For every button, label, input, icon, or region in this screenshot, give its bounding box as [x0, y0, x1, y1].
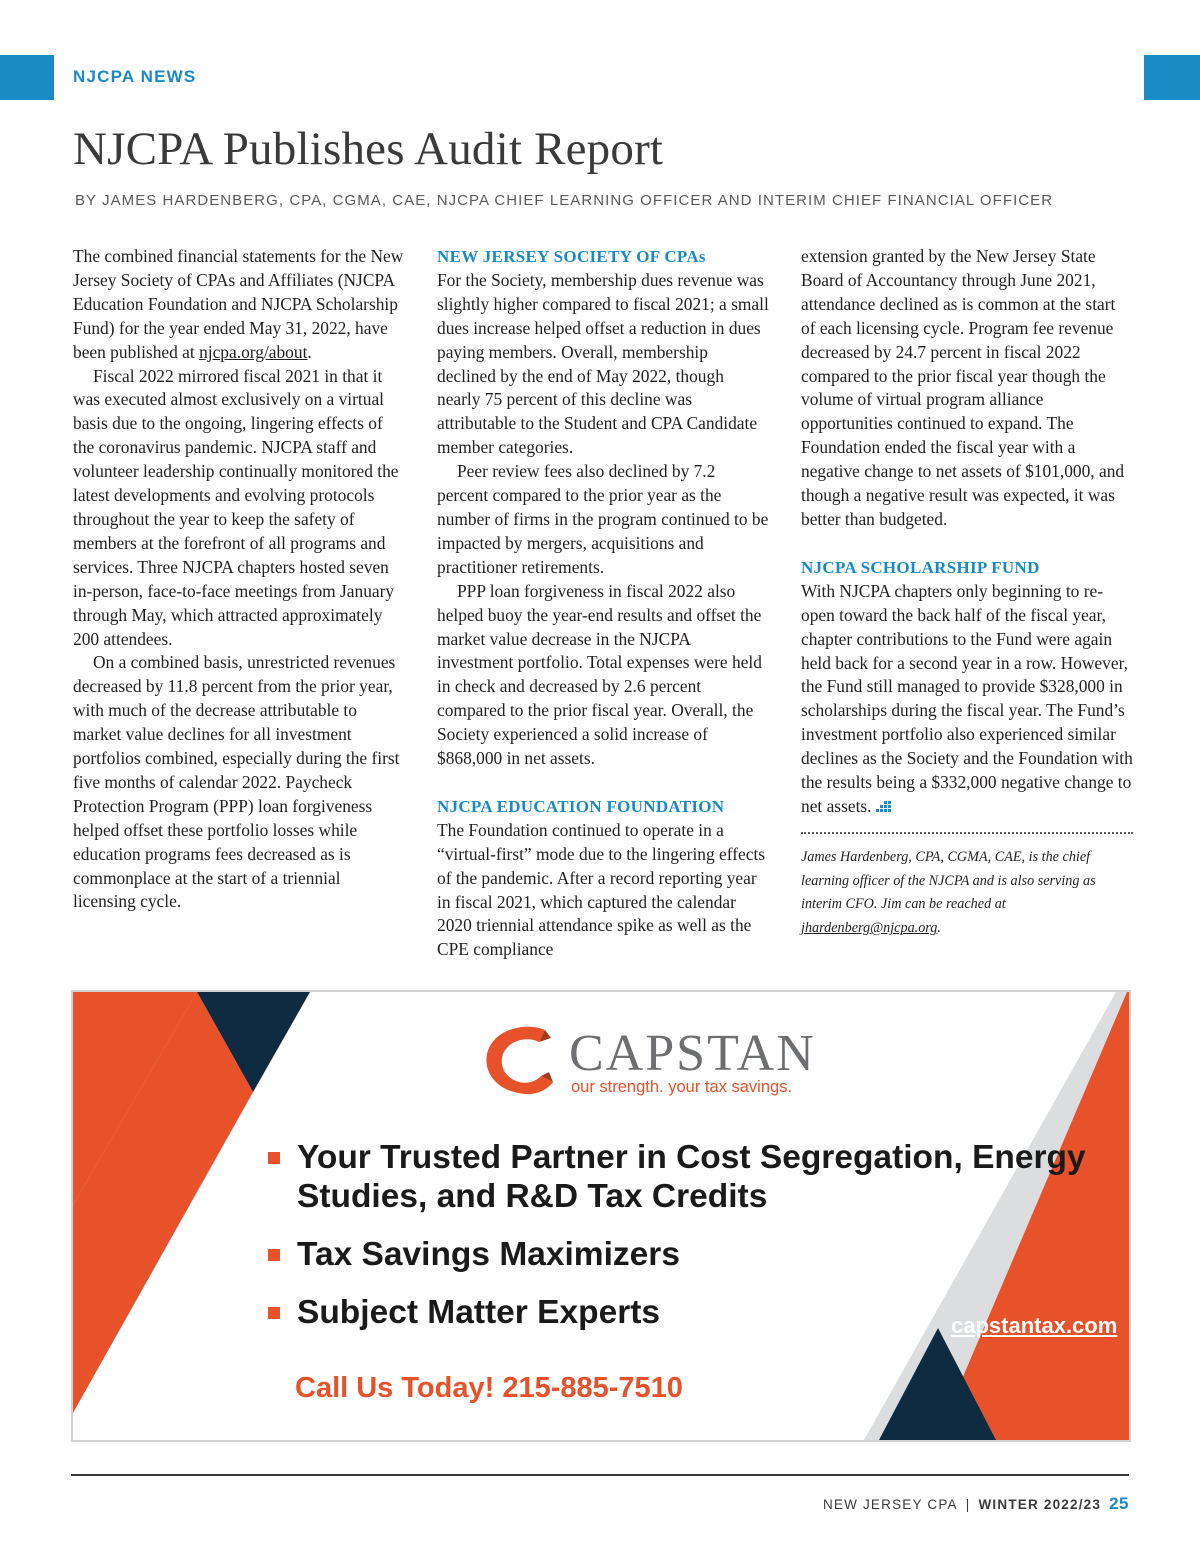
- heading-scholarship: NJCPA SCHOLARSHIP FUND: [801, 557, 1040, 577]
- section-tab-left: [0, 55, 54, 100]
- paragraph-fiscal-2022: Fiscal 2022 mirrored fiscal 2021 in that it was executed almost exclusively on a virtual basis due to the ongoing, lingering effects of the coronavirus pandemic. NJCPA staff and volunteer leadership continually monitored the latest developments and evolving protocols throughout the year to keep the safety of members at the forefront of all programs and services. Three NJCPA chapters hosted seven in-person, face-to-face meetings from January through May, which attracted approximately 200 attendees.: [73, 365, 399, 649]
- list-item: Subject Matter Experts: [268, 1293, 1129, 1332]
- paragraph-combined-basis: On a combined basis, unrestricted revenues decreased by 11.8 percent from the prior year, with much of the decrease attributable to market value declines for all investment portfolios combined, especially during the first five months of calendar 2022. Paycheck Protection Program (PPP) loan forgiveness helped offset these portfolio losses while education programs fees decreased as is commonplace at the start of a triennial licensing cycle.: [73, 652, 400, 912]
- bullet-square-icon: [268, 1249, 280, 1261]
- bullet-square-icon: [268, 1307, 280, 1319]
- brand-tagline: our strength. your tax savings.: [571, 1078, 793, 1096]
- end-mark-icon: [876, 800, 891, 813]
- page-footer: [823, 1494, 1129, 1514]
- dotted-divider: [801, 832, 1133, 834]
- section-tab-right: [1144, 55, 1200, 100]
- brand-name: CAPSTAN: [569, 1025, 816, 1082]
- paragraph-scholarship: With NJCPA chapters only beginning to re-open toward the back half of the fiscal year, chapter contributions to the Fund were again held back for a second year in a row. However, the Fund still managed to provide $328,000 in scholarships during the fiscal year. The Fund’s investment portfolio also experienced similar declines as the Society and the Foundation with the results being a $332,000 negative change to net assets.: [801, 580, 1133, 816]
- call-to-action[interactable]: Call Us Today! 215-885-7510: [295, 1372, 683, 1404]
- list-item: Tax Savings Maximizers: [268, 1235, 1129, 1274]
- section-label: NJCPA NEWS: [73, 67, 197, 86]
- article-title: NJCPA Publishes Audit Report: [73, 123, 664, 175]
- capstan-advertisement[interactable]: [71, 990, 1131, 1442]
- page-number: 25: [1109, 1494, 1129, 1513]
- paragraph-society-dues: For the Society, membership dues revenue was slightly higher compared to fiscal 2021; a small dues increase helped offset a reduction in dues paying members. Overall, membership declined by the end of May 2022, though nearly 75 percent of this decline was attributable to the Student and CPA Candidate member categories.: [437, 269, 769, 458]
- list-item: Your Trusted Partner in Cost Segregation, Energy Studies, and R&D Tax Credits: [268, 1138, 1129, 1216]
- magazine-name: NEW JERSEY CPA: [822, 1497, 958, 1512]
- paragraph-foundation-b: extension granted by the New Jersey State Board of Accountancy through June 2021, attendance declined as is common at the start of each licensing cycle. Program fee revenue decreased by 24.7 percent in fiscal 2022 compared to the prior fiscal year though the volume of virtual program alliance opportunities continued to expand. The Foundation ended the fiscal year with a negative change to net assets of $101,000, and though a negative result was expected, it was better than budgeted.: [801, 246, 1125, 529]
- issue-label: WINTER 2022/23: [978, 1497, 1102, 1512]
- paragraph-peer-review: Peer review fees also declined by 7.2 percent compared to the prior year as the number of firms in the program continued to be impacted by mergers, acquisitions and practitioner retirements.: [437, 461, 769, 577]
- paragraph-foundation-a: The Foundation continued to operate in a “virtual-first” mode due to the lingering effects of the pandemic. After a record reporting year in fiscal 2021, which captured the calendar 2020 triennial attendance spike as well as the CPE compliance: [437, 819, 766, 960]
- paragraph-intro: The combined financial statements for the New Jersey Society of CPAs and Affiliates (NJCPA Education Foundation and NJCPA Scholarship Fund) for the year ended May 31, 2022, have been published at njcpa.org/about.: [73, 246, 404, 362]
- heading-society: NEW JERSEY SOCIETY OF CPAs: [437, 247, 706, 266]
- heading-foundation: NJCPA EDUCATION FOUNDATION: [437, 796, 725, 816]
- bullet-square-icon: [268, 1152, 280, 1164]
- article-column-2: [437, 245, 769, 962]
- article-column-1: [73, 245, 405, 914]
- author-bio: James Hardenberg, CPA, CGMA, CAE, is the chief learning officer of the NJCPA and is also serving as interim CFO. Jim can be reached at jhardenberg@njcpa.org.: [801, 848, 1096, 937]
- footer-separator: |: [965, 1497, 971, 1512]
- author-email-link[interactable]: jhardenberg@njcpa.org: [801, 920, 938, 937]
- paragraph-ppp: PPP loan forgiveness in fiscal 2022 also helped buoy the year-end results and offset the market value decrease in the NJCPA investment portfolio. Total expenses were held in check and decreased by 2.6 percent compared to the prior fiscal year. Overall, the Society experienced a solid increase of $868,000 in net assets.: [437, 580, 762, 769]
- article-column-3: [801, 245, 1133, 941]
- byline: BY JAMES HARDENBERG, CPA, CGMA, CAE, NJCPA CHIEF LEARNING OFFICER AND INTERIM CHIEF FINANCIAL OFFICER: [75, 192, 1054, 209]
- website-link[interactable]: capstantax.com: [951, 1313, 1118, 1338]
- capstan-c-logo-icon: [481, 1024, 561, 1096]
- about-link[interactable]: njcpa.org/about: [199, 341, 308, 362]
- footer-divider: [71, 1474, 1129, 1476]
